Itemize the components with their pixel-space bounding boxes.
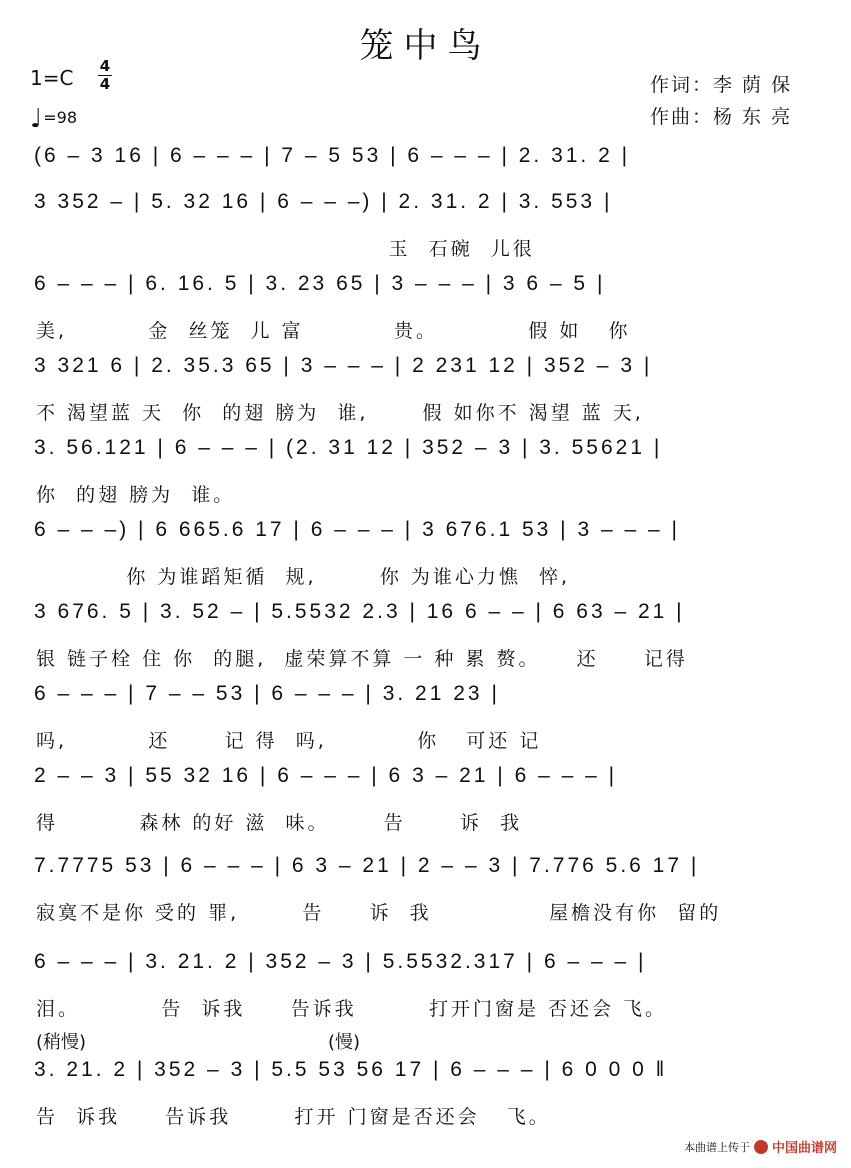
key-signature: 1=C bbox=[30, 66, 74, 90]
lyrics-row: 告 诉我 告诉我 打开 门窗是否还会 飞。 bbox=[36, 1106, 551, 1128]
score-line-8 bbox=[0, 676, 851, 758]
time-signature bbox=[98, 58, 112, 93]
notation-row: 6 – – – | 6. 16. 5 | 3. 23 65 | 3 – – – | 3 6 – 5 | bbox=[34, 272, 606, 295]
tempo-change-slightly-slower: (稍慢) bbox=[36, 1032, 87, 1053]
lyrics-row: 寂寞不是你 受的 罪, 告 诉 我 屋檐没有你 留的 bbox=[36, 902, 722, 924]
tempo-value: =98 bbox=[43, 108, 78, 127]
notation-row: (6 – 3 16 | 6 – – – | 7 – 5 53 | 6 – – – | 2. 31. 2 | bbox=[34, 144, 631, 167]
lyrics-row: 美, 金 丝笼 儿 富 贵。 假 如 你 bbox=[36, 320, 631, 342]
tempo-marking bbox=[30, 104, 77, 134]
meter-top: 4 bbox=[99, 57, 111, 75]
lyricist-credit: 作词：李 荫 保 bbox=[650, 74, 793, 96]
notation-row: 3 352 – | 5. 32 16 | 6 – – –) | 2. 31. 2 | 3. 553 | bbox=[34, 190, 613, 213]
score-line-10 bbox=[0, 848, 851, 930]
site-logo-icon bbox=[754, 1140, 768, 1154]
notation-row: 3. 21. 2 | 352 – 3 | 5.5 53 56 17 | 6 – – – | 6 0 0 0 ‖ bbox=[34, 1058, 668, 1081]
score-line-4 bbox=[0, 348, 851, 430]
score-line-12 bbox=[0, 1032, 851, 1134]
notation-row: 6 – – – | 7 – – 53 | 6 – – – | 3. 21 23 | bbox=[34, 682, 500, 705]
notation-row: 2 – – 3 | 55 32 16 | 6 – – – | 6 3 – 21 | 6 – – – | bbox=[34, 764, 618, 787]
tempo-change-slower: (慢) bbox=[328, 1032, 361, 1053]
notation-row: 6 – – – | 3. 21. 2 | 352 – 3 | 5.5532.317 | 6 – – – | bbox=[34, 950, 647, 973]
notation-row: 6 – – –) | 6 665.6 17 | 6 – – – | 3 676.1 53 | 3 – – – | bbox=[34, 518, 680, 541]
upload-label: 本曲谱上传于 bbox=[683, 1140, 750, 1154]
lyrics-row: 吗, 还 记 得 吗, 你 可还 记 bbox=[36, 730, 542, 752]
notation-row: 7.7775 53 | 6 – – – | 6 3 – 21 | 2 – – 3 | 7.776 5.6 17 | bbox=[34, 854, 700, 877]
score-line-3 bbox=[0, 266, 851, 348]
lyrics-row: 不 渴望蓝 天 你 的翅 膀为 谁, 假 如你不 渴望 蓝 天, bbox=[36, 402, 644, 424]
composer-credit: 作曲：杨 东 亮 bbox=[650, 106, 793, 128]
site-name[interactable]: 中国曲谱网 bbox=[771, 1141, 837, 1156]
score-line-2 bbox=[0, 184, 851, 266]
lyrics-row: 银 链子栓 住 你 的腿, 虚荣算不算 一 种 累 赘。 还 记得 bbox=[36, 648, 688, 670]
upload-footer bbox=[684, 1137, 837, 1156]
quarter-note-icon: ♩ bbox=[30, 104, 43, 134]
lyrics-row: 玉 石碗 儿很 bbox=[36, 238, 535, 260]
notation-row: 3 676. 5 | 3. 52 – | 5.5532 2.3 | 16 6 – – | 6 63 – 21 | bbox=[34, 600, 685, 623]
score-line-7 bbox=[0, 594, 851, 676]
score-line-9 bbox=[0, 758, 851, 840]
meter-bottom: 4 bbox=[99, 75, 111, 93]
score-line-11 bbox=[0, 944, 851, 1026]
score-line-6 bbox=[0, 512, 851, 594]
lyrics-row: 你 的翅 膀为 谁。 bbox=[36, 484, 236, 506]
lyrics-row: 泪。 告 诉我 告诉我 打开门窗是 否还会 飞。 bbox=[36, 998, 668, 1020]
lyrics-row: 你 为谁蹈矩循 规, 你 为谁心力憔 悴, bbox=[36, 566, 570, 588]
notation-row: 3. 56.121 | 6 – – – | (2. 31 12 | 352 – 3 | 3. 55621 | bbox=[34, 436, 663, 459]
song-title: 笼中鸟 bbox=[359, 26, 492, 66]
lyrics-row: 得 森林 的好 滋 味。 告 诉 我 bbox=[36, 812, 523, 834]
notation-row: 3 321 6 | 2. 35.3 65 | 3 – – – | 2 231 12 | 352 – 3 | bbox=[34, 354, 653, 377]
score-line-5 bbox=[0, 430, 851, 512]
